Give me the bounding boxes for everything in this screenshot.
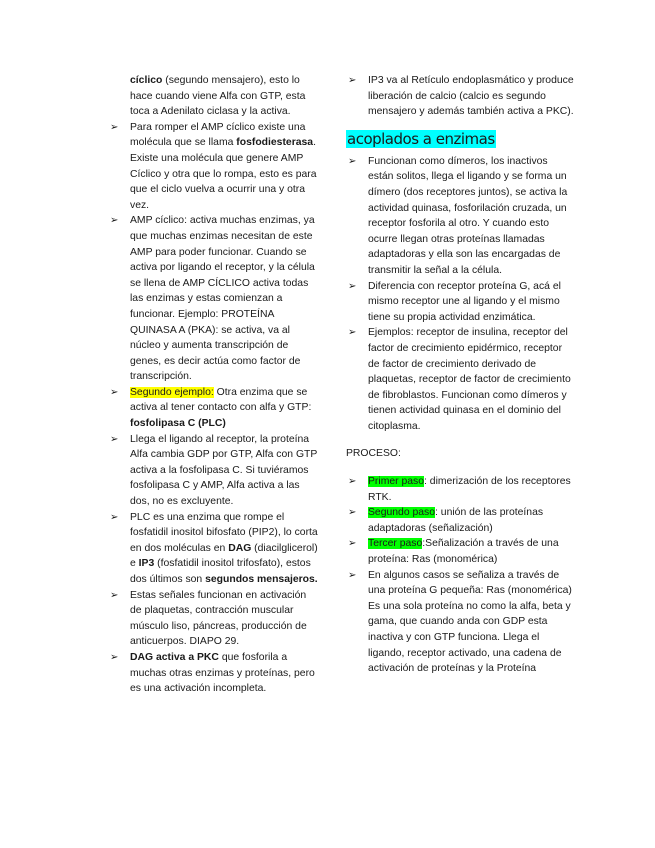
arrow-bullet-icon: ➢	[348, 280, 357, 292]
bullet-item-plc	[108, 510, 320, 588]
arrow-bullet-icon: ➢	[348, 327, 357, 339]
text: Diferencia con receptor proteína G, acá el mismo receptor une al ligando y el mismo tiene su propia actividad enzimática.	[368, 280, 561, 323]
text: Llega el ligando al receptor, la proteína Alfa cambia GDP por GTP, Alfa con GTP activa a la fosfolipasa C. Si tuviéramos fosfolipasa C y AMP, Alfa activa a las dos, no es excluyente.	[130, 433, 318, 508]
highlighted-label: Segundo paso	[368, 507, 436, 519]
bold-term: cíclico	[130, 75, 163, 86]
bullet-item-primer-paso	[346, 474, 574, 505]
text: que fosforila a muchas otras enzimas y proteínas, pero es una activación incompleta.	[130, 651, 315, 695]
text: (diacilglicerol) e	[130, 542, 318, 570]
arrow-bullet-icon: ➢	[110, 121, 119, 133]
bullet-item-diferencia	[346, 279, 574, 326]
bold-term: DAG activa a PKC	[130, 651, 219, 663]
text: Para romper el AMP cíclico existe una molécula que se llama	[130, 121, 306, 149]
bold-term: fosfodiesterasa	[236, 137, 314, 149]
bold-term: segundos mensajeros.	[205, 574, 318, 585]
bold-term: IP3	[138, 558, 155, 570]
highlighted-label: Segundo ejemplo:	[130, 386, 214, 398]
text: Otra enzima que se activa al tener contacto con alfa y GTP:	[130, 386, 312, 414]
bullet-item-segundo-paso	[346, 505, 574, 536]
left-column	[108, 73, 320, 697]
arrow-bullet-icon: ➢	[110, 651, 119, 663]
bullet-item-dimeros	[346, 154, 574, 279]
proceso-label: PROCESO:	[346, 448, 401, 460]
bullet-item-segundo-ejemplo	[108, 385, 320, 432]
arrow-bullet-icon: ➢	[348, 155, 357, 167]
arrow-bullet-icon: ➢	[348, 476, 357, 488]
text: Funcionan como dímeros, los inactivos están solitos, llega el ligando y se forma un dímero (dos receptores juntos), se activa la actividad quinasa, fosforilación cruzada, un receptor fosforila al otro. Y cuando esto ocurre llegan otras proteínas llamadas adaptadoras y ella son las encargadas de transmitir la señal a la célula.	[368, 155, 568, 276]
text: IP3 va al Retículo endoplasmático y produce liberación de calcio (calcio es segundo mensajero y además también activa a PKC).	[368, 75, 574, 118]
bullet-item-ip3	[346, 73, 574, 120]
text: . Existe una molécula que genere AMP Cíclico y otra que lo rompa, esto es para que el ciclo vuelva a ocurrir una y otra vez.	[130, 137, 317, 211]
arrow-bullet-icon: ➢	[348, 507, 357, 519]
text: : dimerización de los receptores RTK.	[368, 476, 571, 503]
text: :Señalización a través de una proteína: Ras (monomérica)	[368, 538, 559, 566]
bold-term: DAG	[228, 542, 252, 554]
text: Ejemplos: receptor de insulina, receptor del factor de crecimiento epidérmico, receptor de factor de crecimiento derivado de plaquetas, receptor de factor de crecimiento de fibroblastos. Funcionan como dímeros y tienen actividad quinasa en el dominio del citoplasma.	[368, 327, 571, 432]
right-column	[346, 73, 574, 677]
arrow-bullet-icon: ➢	[348, 538, 357, 550]
text: (segundo mensajero), esto lo hace cuando viene Alfa con GTP, esta toca a Adenilato ciclasa y la activa.	[130, 75, 306, 118]
highlighted-label: Primer paso	[368, 476, 425, 488]
bullet-item-ligando	[108, 432, 320, 510]
arrow-bullet-icon: ➢	[110, 215, 119, 227]
bullet-item-ejemplos	[346, 325, 574, 434]
arrow-bullet-icon: ➢	[348, 75, 357, 86]
highlighted-label: Tercer paso	[368, 538, 423, 550]
bullet-item-amp-ciclico	[108, 213, 320, 385]
arrow-bullet-icon: ➢	[110, 433, 119, 445]
arrow-bullet-icon: ➢	[348, 569, 357, 581]
arrow-bullet-icon: ➢	[110, 589, 119, 601]
bullet-item-senales	[108, 588, 320, 650]
text: En algunos casos se señaliza a través de una proteína G pequeña: Ras (monomérica) Es una sola proteína no como la alfa, beta y gama, que cuando anda con GDP esta inactiva y con GTP funciona. Llega el ligando, receptor activado, una cadena de activación de proteínas y la Proteína	[368, 569, 572, 675]
text: : unión de las proteínas adaptadoras (señalización)	[368, 507, 544, 534]
text: (fosfatidil inositol trifosfato), estos dos últimos son	[130, 558, 311, 585]
section-heading: acoplados a enzimas	[347, 129, 495, 148]
bold-term: fosfolipasa C (PLC)	[130, 418, 226, 430]
arrow-bullet-icon: ➢	[110, 511, 119, 523]
bullet-item-tercer-paso	[346, 536, 574, 567]
bullet-item-fosfodiesterasa	[108, 120, 320, 214]
bullet-item-ras	[346, 568, 574, 677]
text: PLC es una enzima que rompe el fosfatidil inositol bifosfato (PIP2), lo corta en dos moléculas en	[130, 511, 318, 554]
text: Estas señales funcionan en activación de plaquetas, contracción muscular músculo liso, páncreas, producción de anticuerpos. DIAPO 29.	[130, 589, 307, 648]
arrow-bullet-icon: ➢	[110, 386, 119, 398]
paragraph-continuation	[108, 73, 320, 120]
bullet-item-dag	[108, 650, 320, 697]
text: AMP cíclico: activa muchas enzimas, ya que muchas enzimas necesitan de este AMP para poder funcionar. Cuando se activa por ligando el receptor, y la célula se llena de AMP CÍCLICO activa todas las enzimas y estas comienzan a funcionar. Ejemplo: PROTEÍNA QUINASA A (PKA): se activa, va al núcleo y aumenta transcripción de genes, es decir actúa como factor de transcripción.	[130, 215, 315, 383]
